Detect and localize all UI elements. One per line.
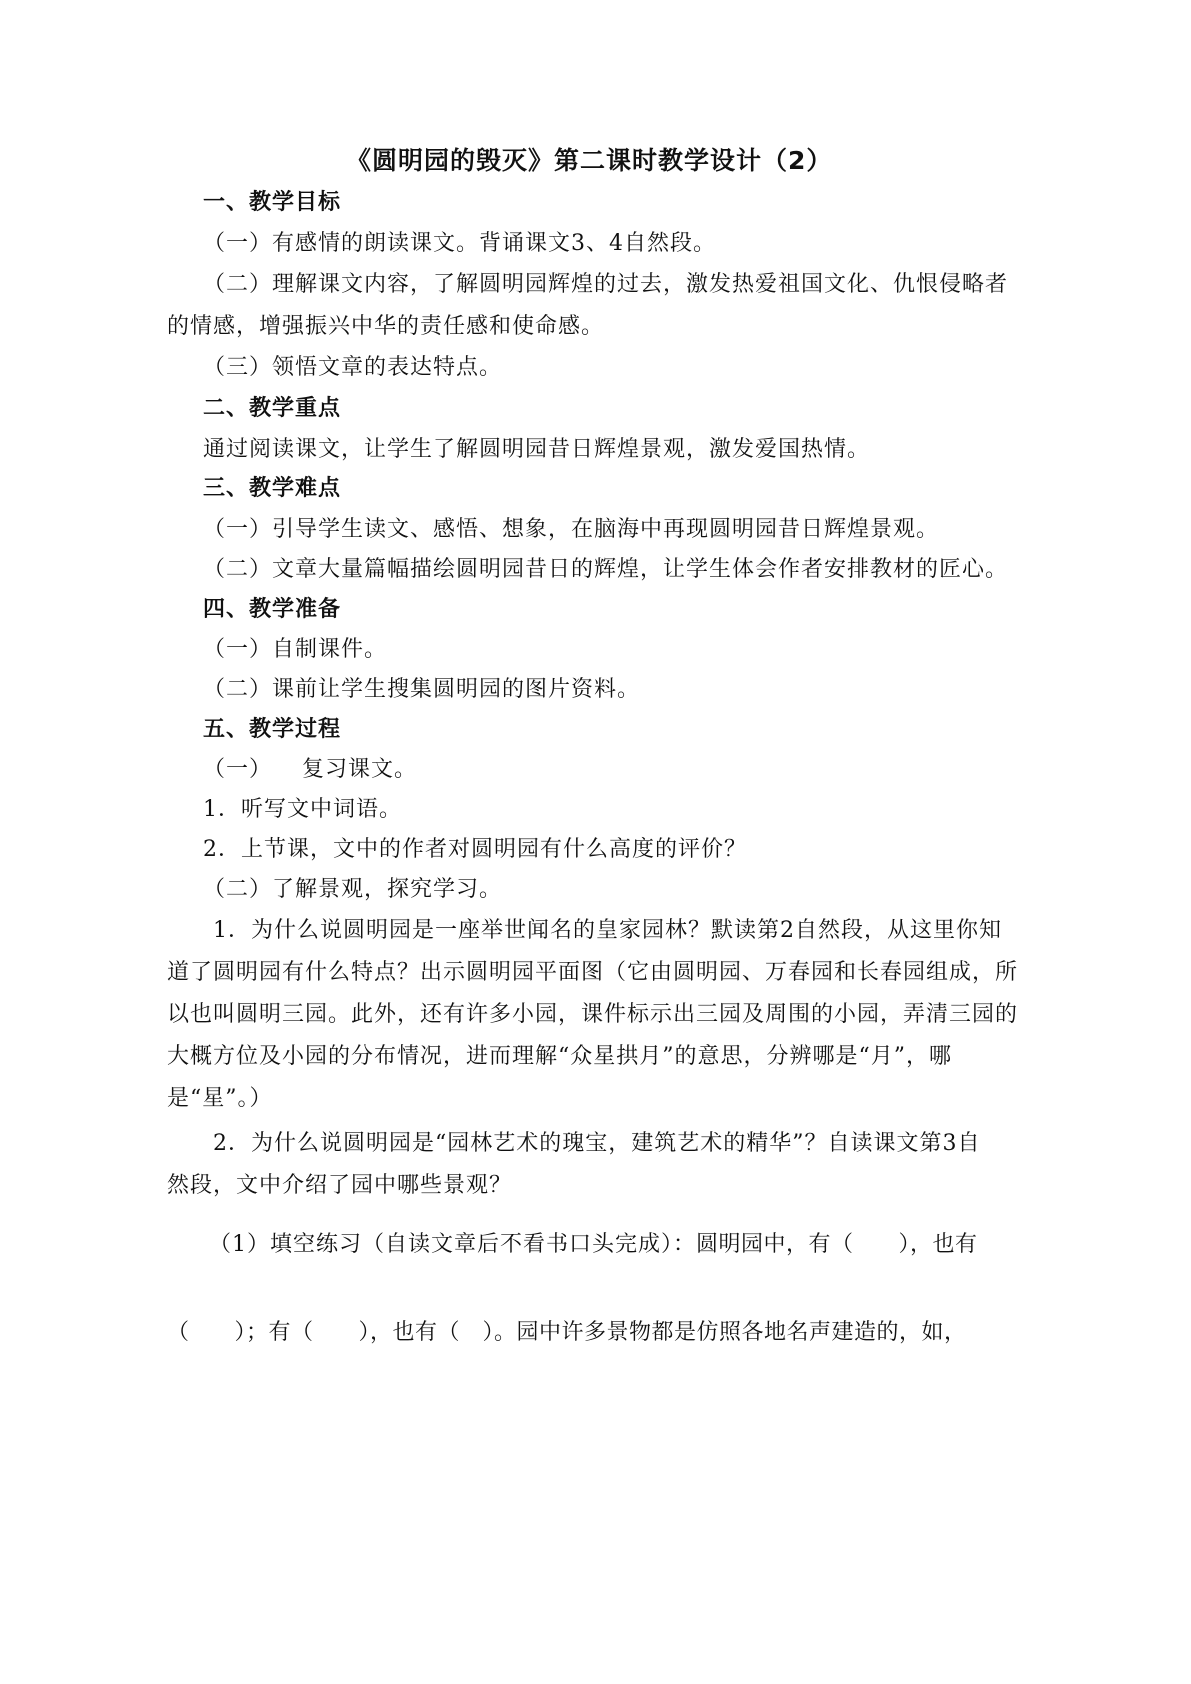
page-title: 《圆明园的毁灭》第二课时教学设计（2） [346, 146, 833, 175]
question-2-line-1: 2．为什么说圆明园是“园林艺术的瑰宝，建筑艺术的精华”？自读课文第3自 [213, 1131, 981, 1156]
goal-item-2: （二）理解课文内容，了解圆明园辉煌的过去，激发热爱祖国文化、仇恨侵略者 [203, 272, 1009, 297]
section-heading-difficulties: 三、教学难点 [203, 476, 342, 501]
fill-blank-line-1 [209, 1230, 978, 1260]
review-item-2: 2．上节课，文中的作者对圆明园有什么高度的评价？ [203, 837, 747, 862]
goal-item-1: （一）有感情的朗读课文。背诵课文3、4自然段。 [203, 231, 716, 256]
review-label: （一） [203, 757, 273, 782]
preparation-item-2: （二）课前让学生搜集圆明园的图片资料。 [203, 677, 641, 702]
question-1-line-3: 以也叫圆明三园。此外，还有许多小园，课件标示出三园及周围的小园，弄清三园的 [167, 1002, 1019, 1027]
key-point-text: 通过阅读课文，让学生了解圆明园昔日辉煌景观，激发爱国热情。 [203, 437, 871, 462]
question-1-line-1: 1．为什么说圆明园是一座举世闻名的皇家园林？默读第2自然段，从这里你知 [213, 918, 1002, 943]
question-1-line-5: 是“星”。） [167, 1086, 273, 1111]
goal-item-2-cont: 的情感，增强振兴中华的责任感和使命感。 [167, 314, 605, 339]
difficulty-item-2: （二）文章大量篇幅描绘圆明园昔日的辉煌，让学生体会作者安排教材的匠心。 [203, 557, 1009, 582]
preparation-item-1: （一）自制课件。 [203, 637, 388, 662]
fill-blank-label: （1）填空练习（自读文章后不看书口头完成）： [209, 1232, 696, 1257]
section-heading-preparation: 四、教学准备 [203, 597, 342, 622]
review-text: 复习课文。 [302, 757, 418, 782]
difficulty-item-1: （一）引导学生读文、感悟、想象，在脑海中再现圆明园昔日辉煌景观。 [203, 517, 940, 542]
goal-item-3: （三）领悟文章的表达特点。 [203, 355, 503, 380]
explore-heading: （二）了解景观，探究学习。 [203, 877, 503, 902]
question-1-line-4: 大概方位及小园的分布情况，进而理解“众星拱月”的意思，分辨哪是“月”，哪 [167, 1044, 952, 1069]
review-item-1: 1．听写文中词语。 [203, 797, 402, 822]
question-2-line-2: 然段，文中介绍了园中哪些景观？ [167, 1173, 513, 1198]
question-1-line-2: 道了圆明园有什么特点？出示圆明园平面图（它由圆明园、万春园和长春园组成，所 [167, 960, 1019, 985]
review-line [203, 755, 417, 785]
section-heading-goals: 一、教学目标 [203, 190, 342, 215]
section-heading-process: 五、教学过程 [203, 717, 342, 742]
section-heading-key-points: 二、教学重点 [203, 396, 342, 421]
fill-blank-text-1: 圆明园中，有（ ），也有 [696, 1232, 978, 1257]
fill-blank-line-2: （ ）；有（ ），也有（ ）。园中许多景物都是仿照各地名声建造的，如， [167, 1320, 967, 1345]
